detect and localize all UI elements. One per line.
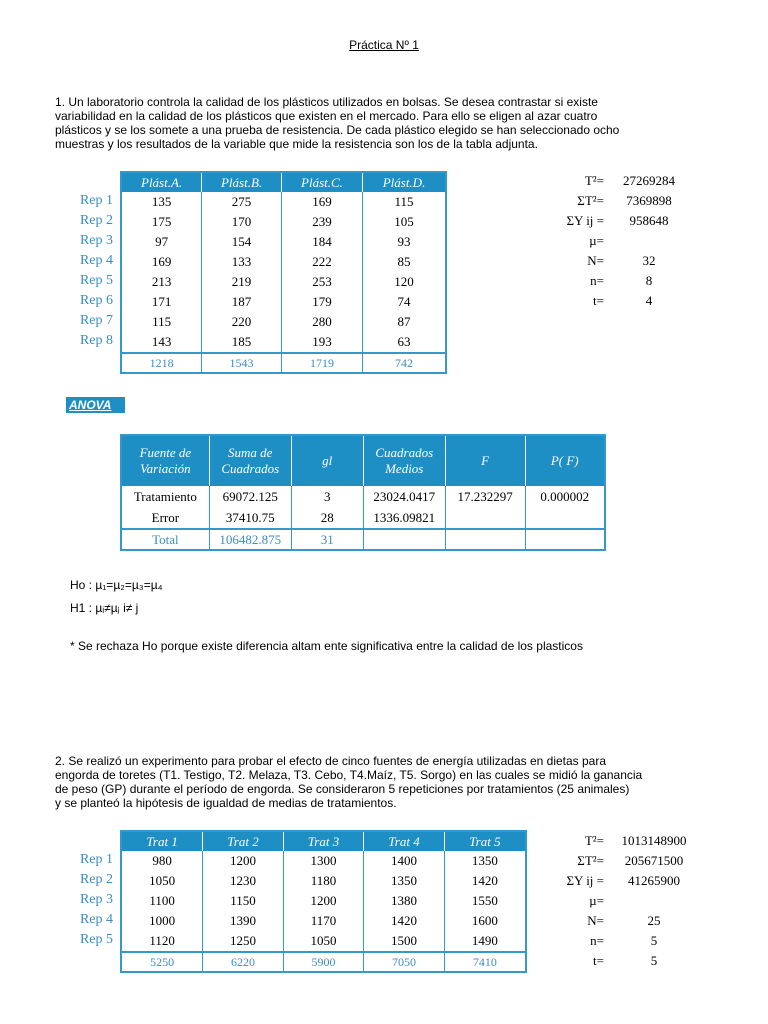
column-header: Plást.C. — [281, 172, 362, 192]
stat-value: 958648 — [629, 213, 669, 228]
table-cell: 1200 — [203, 851, 284, 871]
problem1-line: 1. Un laboratorio controla la calidad de los plásticos utilizados en bolsas. Se desea contrastar si existe — [55, 95, 598, 109]
page-title: Práctica Nº 1 — [349, 38, 419, 52]
rep-label: Rep 3 — [79, 233, 113, 248]
table-cell: Error — [151, 509, 180, 525]
table-cell: 222 — [281, 252, 362, 272]
stat-row — [552, 291, 694, 311]
table-cell: 23024.0417 — [363, 486, 445, 507]
table-cell: 37410.75 — [209, 507, 291, 529]
stat-value: 5 — [650, 953, 658, 968]
stat-row — [552, 191, 694, 211]
table-cell: 93 — [363, 232, 446, 252]
stat-label: ΣT²= — [577, 853, 604, 868]
table-cell: 1390 — [203, 911, 284, 931]
problem2-rep-labels — [60, 850, 113, 950]
stat-value: 1013148900 — [621, 833, 687, 848]
table-cell: 171 — [151, 294, 172, 309]
total-cell: Total — [121, 529, 209, 550]
table-row — [121, 312, 446, 332]
table-cell: 1420 — [364, 911, 445, 931]
table-cell: 1100 — [149, 893, 175, 908]
column-header: Trat 4 — [364, 831, 445, 851]
table-cell: 175 — [151, 214, 172, 229]
stat-label: µ= — [589, 233, 604, 248]
table-cell: 170 — [202, 212, 282, 232]
table-row — [121, 332, 446, 353]
rep-label: Rep 5 — [79, 932, 113, 947]
table-cell: 143 — [151, 334, 172, 349]
rep-label: Rep 2 — [79, 872, 113, 887]
anova-table — [120, 434, 606, 551]
problem2-line: engorda de toretes (T1. Testigo, T2. Melaza, T3. Cebo, T4.Maíz, T5. Sorgo) en las cuales se midió la ganancia — [55, 768, 643, 782]
table-row — [121, 232, 446, 252]
table-cell: 1400 — [364, 851, 445, 871]
table-cell: 63 — [363, 332, 446, 353]
table-cell: 193 — [281, 332, 362, 353]
table-row — [121, 192, 446, 212]
table-cell: 1336.09821 — [363, 507, 445, 529]
table-cell: 1050 — [149, 873, 176, 888]
table-cell: 115 — [152, 314, 172, 329]
total-cell — [525, 529, 605, 550]
table-cell: 1550 — [444, 891, 526, 911]
problem1-rep-labels — [60, 191, 113, 351]
total-cell — [445, 529, 525, 550]
table-cell: 169 — [281, 192, 362, 212]
stat-label: t= — [593, 953, 604, 968]
table-row — [121, 931, 526, 952]
table-row — [121, 272, 446, 292]
table-cell: 1350 — [444, 851, 526, 871]
null-hypothesis: Ho : µ₁=µ₂=µ₃=µ₄ — [70, 578, 163, 592]
table-cell: 219 — [202, 272, 282, 292]
rep-label: Rep 7 — [79, 313, 113, 328]
total-cell: 106482.875 — [209, 529, 291, 550]
stat-row — [552, 851, 704, 871]
total-cell: 742 — [363, 353, 446, 373]
table-row — [121, 486, 605, 507]
stat-value: 41265900 — [628, 873, 680, 888]
anova-header: Cuadrados Medios — [363, 435, 445, 486]
stat-value: 5 — [650, 933, 658, 948]
problem1-line: variabilidad en la calidad de los plásticos que existen en el mercado. Para ello se eligen al azar cuatro — [55, 109, 598, 123]
stat-label: ΣY ij = — [566, 873, 604, 888]
problem1-text — [55, 95, 695, 151]
problem2-line: y se planteó la hipótesis de igualdad de medias de tratamientos. — [55, 796, 397, 810]
problem1-line: muestras y los resultados de la variable que mide la resistencia son los de la tabla adjunta. — [55, 137, 538, 151]
problem1-line: plásticos y se los somete a una prueba de resistencia. De cada plástico elegido se han seleccionado ocho — [55, 123, 620, 137]
stat-row — [552, 911, 704, 931]
rep-label: Rep 4 — [79, 253, 113, 268]
rep-label: Rep 8 — [79, 333, 113, 348]
column-header: Plást.B. — [202, 172, 282, 192]
total-cell — [363, 529, 445, 550]
table-cell: 1200 — [283, 891, 364, 911]
stat-value: 27269284 — [623, 173, 675, 188]
table-cell — [445, 507, 525, 529]
problem2-data-table — [120, 830, 527, 973]
stat-row — [552, 211, 694, 231]
totals-row — [121, 353, 446, 373]
column-header: Trat 1 — [121, 831, 203, 851]
problem2-text — [55, 754, 715, 810]
table-cell: 28 — [291, 507, 363, 529]
table-cell: 213 — [151, 274, 172, 289]
table-cell: 97 — [155, 234, 169, 249]
table-cell: 1120 — [149, 933, 175, 948]
rep-label: Rep 4 — [79, 912, 113, 927]
stat-row — [552, 871, 704, 891]
table-cell: 0.000002 — [525, 486, 605, 507]
anova-header: Suma de Cuadrados — [209, 435, 291, 486]
anova-header: gl — [291, 435, 363, 486]
table-cell: 1500 — [364, 931, 445, 952]
column-header: Plást.A. — [121, 172, 202, 192]
rep-label: Rep 3 — [79, 892, 113, 907]
stat-row — [552, 891, 704, 911]
stat-row — [552, 231, 694, 251]
stat-label: n= — [590, 933, 604, 948]
total-cell: 5250 — [121, 952, 203, 972]
column-header: Trat 3 — [283, 831, 364, 851]
table-cell: 184 — [281, 232, 362, 252]
stat-label: n= — [590, 273, 604, 288]
column-header: Trat 5 — [444, 831, 526, 851]
stat-label: t= — [593, 293, 604, 308]
total-cell: 1218 — [121, 353, 202, 373]
table-cell: 115 — [363, 192, 446, 212]
table-cell: 275 — [202, 192, 282, 212]
table-cell: 280 — [281, 312, 362, 332]
anova-header: Fuente de Variación — [121, 435, 209, 486]
rep-label: Rep 5 — [79, 273, 113, 288]
table-cell: 135 — [151, 194, 172, 209]
table-cell: 85 — [363, 252, 446, 272]
stat-label: ΣT²= — [577, 193, 604, 208]
table-cell: 169 — [151, 254, 172, 269]
stat-row — [552, 271, 694, 291]
table-cell: 133 — [202, 252, 282, 272]
table-cell: 1050 — [283, 931, 364, 952]
problem1-stats — [552, 171, 694, 311]
stat-row — [552, 931, 704, 951]
total-cell: 1719 — [281, 353, 362, 373]
total-cell: 5900 — [283, 952, 364, 972]
table-row — [121, 891, 526, 911]
problem2-line: 2. Se realizó un experimento para probar el efecto de cinco fuentes de energía utilizadas en dietas para — [55, 754, 607, 768]
table-cell: 3 — [291, 486, 363, 507]
table-row — [121, 871, 526, 891]
table-row — [121, 851, 526, 871]
table-cell: 239 — [281, 212, 362, 232]
table-cell: 1180 — [283, 871, 364, 891]
stat-label: N= — [587, 913, 604, 928]
table-cell: 154 — [202, 232, 282, 252]
table-cell: 17.232297 — [445, 486, 525, 507]
alt-hypothesis: H1 : µᵢ≠µⱼ i≠ j — [70, 601, 139, 615]
table-cell: 220 — [202, 312, 282, 332]
stat-row — [552, 251, 694, 271]
table-row — [121, 292, 446, 312]
total-cell: 31 — [291, 529, 363, 550]
stat-value: 25 — [647, 913, 661, 928]
stat-value: 32 — [642, 253, 656, 268]
rep-label: Rep 6 — [79, 293, 113, 308]
rep-label: Rep 1 — [79, 193, 113, 208]
table-row — [121, 212, 446, 232]
table-cell: 87 — [363, 312, 446, 332]
stat-row — [552, 171, 694, 191]
problem2-line: de peso (GP) durante el período de engorda. Se consideraron 5 repeticiones por tratamientos (25 animales) — [55, 782, 630, 796]
conclusion-text: * Se rechaza Ho porque existe diferencia altam ente significativa entre la calidad de los plasticos — [70, 639, 583, 653]
stat-label: T²= — [584, 833, 604, 848]
table-cell: 69072.125 — [209, 486, 291, 507]
table-cell: 1170 — [283, 911, 364, 931]
table-cell: 1300 — [283, 851, 364, 871]
stat-row — [552, 951, 704, 971]
column-header: Trat 2 — [203, 831, 284, 851]
total-cell: 7410 — [444, 952, 526, 972]
table-cell: 1150 — [203, 891, 284, 911]
table-cell: 1350 — [364, 871, 445, 891]
problem1-data-table — [120, 171, 447, 374]
table-cell: 1600 — [444, 911, 526, 931]
anova-label: ANOVA — [66, 397, 125, 413]
table-cell: 185 — [202, 332, 282, 353]
rep-label: Rep 1 — [79, 852, 113, 867]
stat-value: 8 — [645, 273, 653, 288]
column-header: Plást.D. — [363, 172, 446, 192]
totals-row — [121, 952, 526, 972]
total-cell: 1543 — [202, 353, 282, 373]
total-cell: 6220 — [203, 952, 284, 972]
problem2-stats — [552, 831, 704, 971]
stat-label: ΣY ij = — [566, 213, 604, 228]
anova-header: F — [445, 435, 525, 486]
table-cell: 1230 — [203, 871, 284, 891]
table-cell: 1420 — [444, 871, 526, 891]
table-cell: 1380 — [364, 891, 445, 911]
stat-label: T²= — [584, 173, 604, 188]
table-cell: 179 — [281, 292, 362, 312]
table-cell: 980 — [152, 853, 172, 868]
table-cell: 1490 — [444, 931, 526, 952]
table-row — [121, 252, 446, 272]
table-cell: 74 — [363, 292, 446, 312]
table-cell: 187 — [202, 292, 282, 312]
totals-row — [121, 529, 605, 550]
table-cell: Tratamiento — [133, 488, 197, 504]
table-cell — [525, 507, 605, 529]
stat-row — [552, 831, 704, 851]
table-cell: 105 — [363, 212, 446, 232]
table-row — [121, 507, 605, 529]
table-cell: 1250 — [203, 931, 284, 952]
table-cell: 1000 — [149, 913, 176, 928]
rep-label: Rep 2 — [79, 213, 113, 228]
anova-header: P( F) — [525, 435, 605, 486]
table-cell: 120 — [363, 272, 446, 292]
table-cell: 253 — [281, 272, 362, 292]
table-row — [121, 911, 526, 931]
stat-value: 4 — [645, 293, 653, 308]
stat-value: 205671500 — [624, 853, 684, 868]
total-cell: 7050 — [364, 952, 445, 972]
stat-value: 7369898 — [626, 193, 672, 208]
stat-label: µ= — [589, 893, 604, 908]
stat-label: N= — [587, 253, 604, 268]
